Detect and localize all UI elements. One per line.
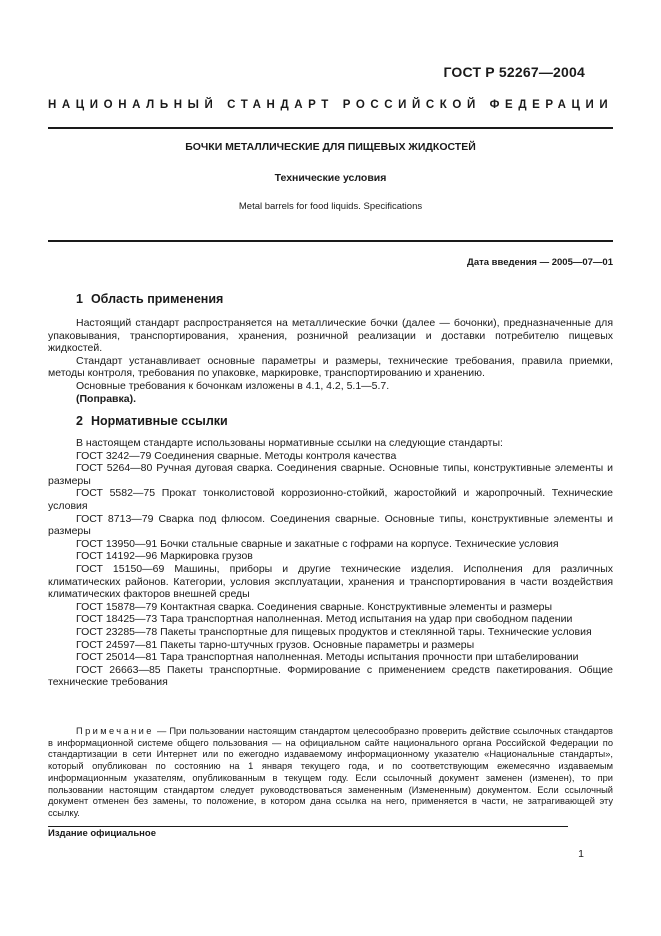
section1-paragraph: Стандарт устанавливает основные параметры и размеры, технические требования, правила приемки, методы контроля, требования по упаковке, маркировке, транспортированию и хранению.	[48, 354, 613, 380]
note-paragraph	[48, 726, 613, 820]
reference-item: ГОСТ 13950—91 Бочки стальные сварные и закатные с гофрами на корпусе. Технические условия	[76, 537, 559, 550]
section1-heading	[76, 292, 223, 306]
section1-amendment: (Поправка).	[76, 392, 137, 405]
section1-number: 1	[76, 292, 83, 306]
section1-paragraph: Основные требования к бочонкам изложены в 4.1, 4.2, 5.1—5.7.	[76, 379, 390, 392]
document-subtitle: Технические условия	[274, 172, 387, 184]
references-note	[48, 726, 613, 820]
reference-item: ГОСТ 15150—69 Машины, приборы и другие технические изделия. Исполнения для различных климатических районов. Категории, условия эксплуатации, хранения и транспортирования в части воздействия климатических факторов внешней среды	[48, 562, 613, 601]
national-standard-banner: НАЦИОНАЛЬНЫЙ СТАНДАРТ РОССИЙСКОЙ ФЕДЕРАЦИИ	[48, 99, 614, 111]
reference-item: ГОСТ 18425—73 Тара транспортная наполненная. Метод испытания на удар при свободном падении	[76, 613, 573, 626]
reference-item: ГОСТ 26663—85 Пакеты транспортные. Формирование с применением средств пакетирования. Общие технические требования	[48, 663, 613, 689]
reference-item: ГОСТ 15878—79 Контактная сварка. Соединения сварные. Конструктивные элементы и размеры	[76, 600, 553, 613]
section2-body	[48, 437, 613, 689]
title-divider	[48, 240, 613, 242]
reference-item: ГОСТ 3242—79 Соединения сварные. Методы контроля качества	[76, 449, 397, 462]
section1-body	[48, 317, 613, 405]
section2-intro: В настоящем стандарте использованы нормативные ссылки на следующие стандарты:	[76, 437, 503, 449]
header-divider	[48, 127, 613, 129]
note-text: — При пользовании настоящим стандартом целесообразно проверить действие ссылочных стандартов в информационной системе общего пользования — на официальном сайте национального органа Российской Федерации по стандартизации в сети Интернет или по ежегодно издаваемому информационному указателю «Национальные стандарты», который опубликован по состоянию на 1 января текущего года, и по соответствующим ежемесячно издаваемым информационным указателям, опубликованным в текущем году. Если ссылочный документ заменен (изменен), то при пользовании настоящим стандартом следует руководствоваться замененным (Измененным) документом. Если ссылочный документ отменен без замены, то положение, в котором дана ссылка на него, применяется в части, не затрагивающей эту ссылку.	[48, 726, 613, 818]
reference-item: ГОСТ 24597—81 Пакеты тарно-штучных грузов. Основные параметры и размеры	[76, 638, 475, 651]
section1-title: Область применения	[90, 292, 224, 306]
reference-item: ГОСТ 5264—80 Ручная дуговая сварка. Соединения сварные. Основные типы, конструктивные элементы и размеры	[48, 462, 613, 487]
intro-date: Дата введения — 2005—07—01	[467, 257, 613, 268]
gost-code: ГОСТ Р 52267—2004	[443, 64, 585, 80]
page-number: 1	[578, 848, 584, 860]
reference-item: ГОСТ 23285—78 Пакеты транспортные для пищевых продуктов и стеклянной тары. Технические условия	[76, 625, 592, 638]
section2-heading	[76, 414, 228, 428]
footer-divider	[48, 826, 568, 827]
note-label: Примечание	[76, 726, 154, 736]
reference-item: ГОСТ 25014—81 Тара транспортная наполненная. Методы испытания прочности при штабелировании	[76, 651, 579, 664]
english-title: Metal barrels for food liquids. Specifications	[238, 201, 423, 212]
reference-item: ГОСТ 5582—75 Прокат тонколистовой коррозионно-стойкий, жаростойкий и жаропрочный. Технические условия	[48, 487, 613, 512]
reference-item: ГОСТ 14192—96 Маркировка грузов	[76, 550, 253, 563]
section1-paragraph: Настоящий стандарт распространяется на металлические бочки (далее — бочонки), предназначенные для упаковывания, транспортирования, хранения, розничной реализации и доставки потребителю пищевых жидкостей.	[48, 317, 613, 355]
section2-title: Нормативные ссылки	[90, 414, 228, 428]
document-title: БОЧКИ МЕТАЛЛИЧЕСКИЕ ДЛЯ ПИЩЕВЫХ ЖИДКОСТЕЙ	[185, 141, 476, 153]
section2-number: 2	[76, 414, 83, 428]
edition-label: Издание официальное	[48, 828, 156, 839]
reference-item: ГОСТ 8713—79 Сварка под флюсом. Соединения сварные. Основные типы, конструктивные элементы и размеры	[48, 512, 613, 538]
